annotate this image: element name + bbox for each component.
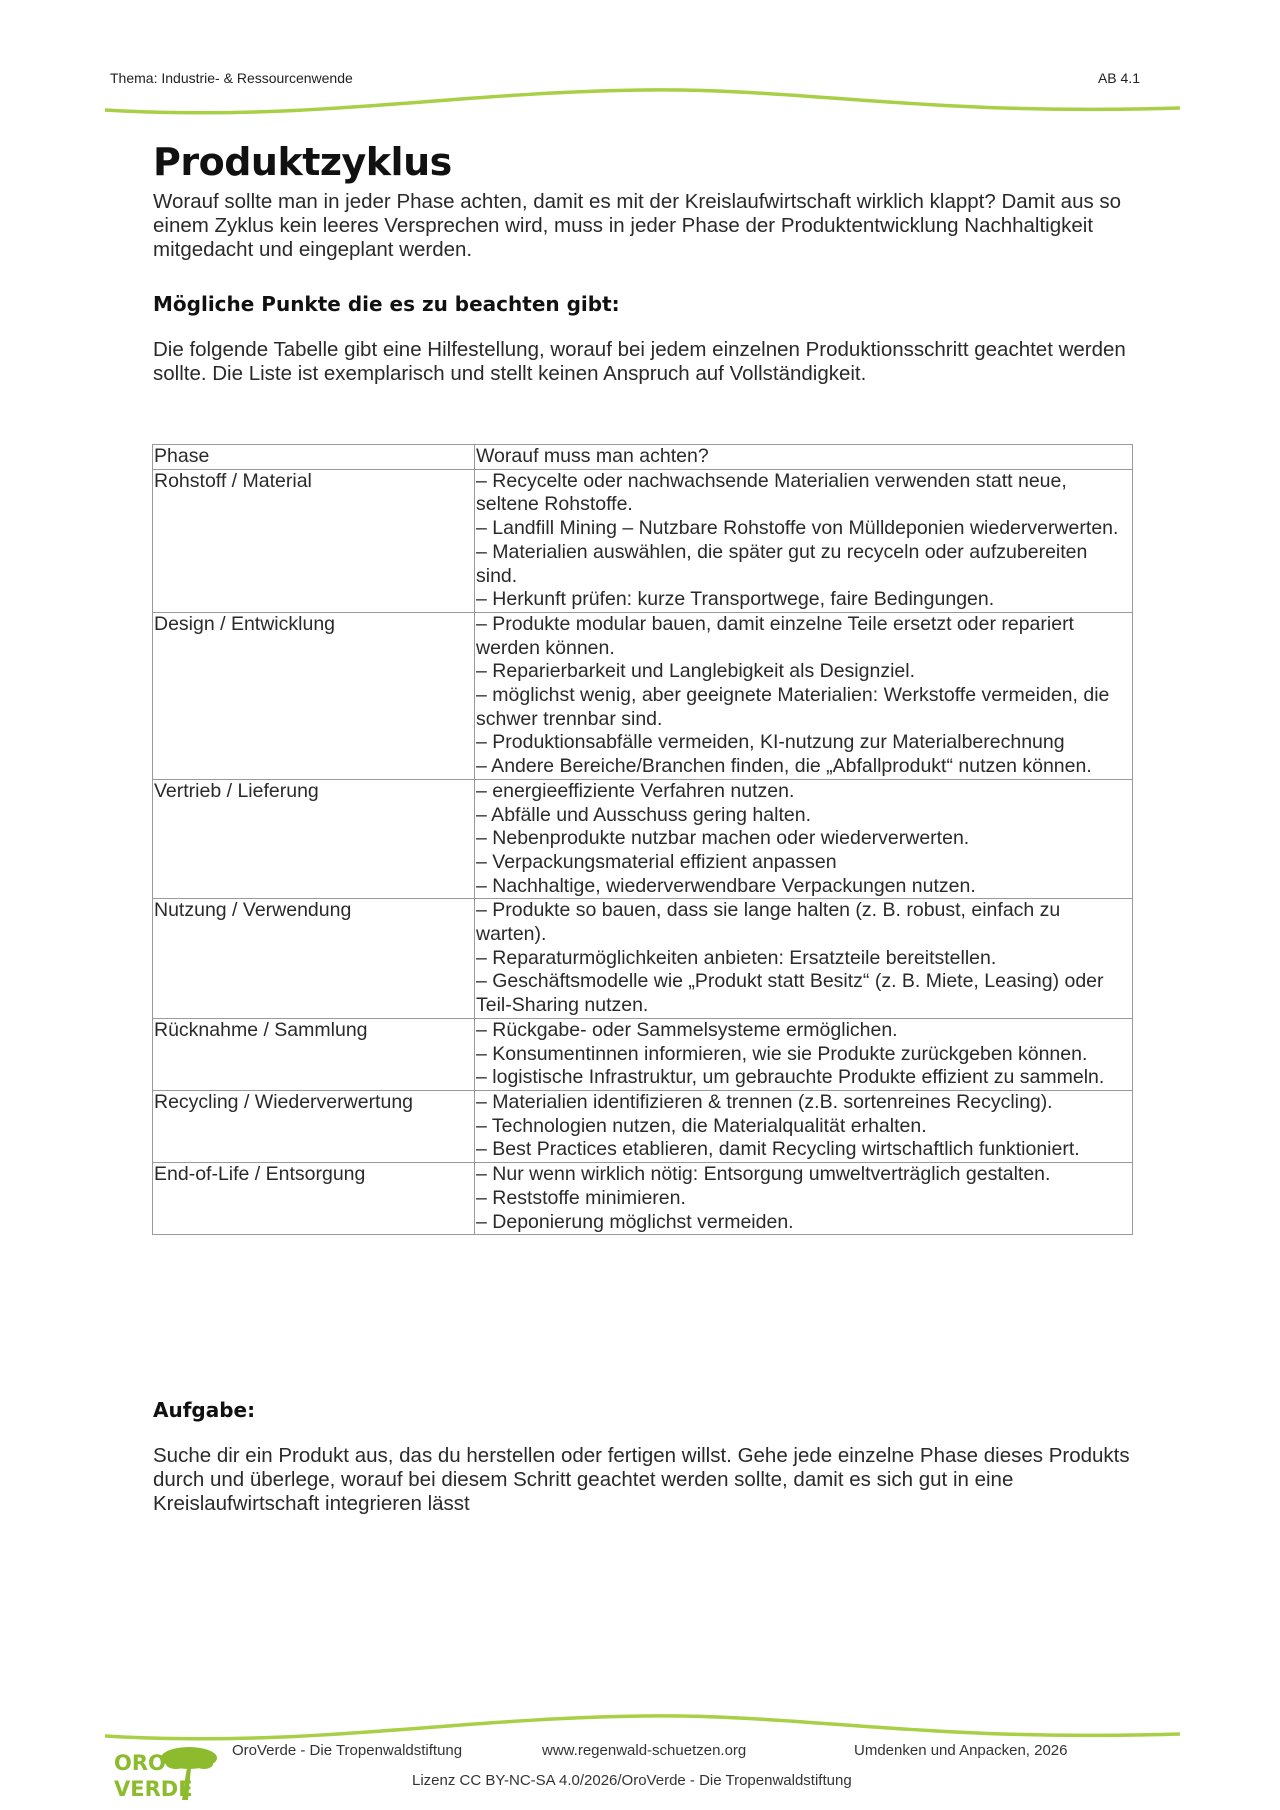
oroverde-logo bbox=[112, 1738, 222, 1804]
table-row bbox=[153, 899, 1133, 1019]
list-item: – Geschäftsmodelle wie „Produkt statt Besitz“ (z. B. Miete, Leasing) oder Teil-Sharing nutzen. bbox=[476, 970, 1104, 1017]
points-heading: Mögliche Punkte die es zu beachten gibt: bbox=[153, 291, 620, 316]
points-list bbox=[476, 1091, 1131, 1162]
list-item: – Reparierbarkeit und Langlebigkeit als Designziel. bbox=[476, 660, 916, 683]
intro-paragraph: Worauf sollte man in jeder Phase achten, damit es mit der Kreislaufwirtschaft wirklich klappt? Damit aus so einem Zyklus kein leeres Versprechen wird, muss in jeder Phase der Produktentwicklung Nachhaltigkeit mitgedacht und eingeplant werden. bbox=[153, 189, 1122, 261]
points-cell bbox=[475, 779, 1133, 899]
table-row bbox=[153, 1018, 1133, 1090]
table-row bbox=[153, 469, 1133, 612]
list-item: – Abfälle und Ausschuss gering halten. bbox=[476, 803, 811, 826]
list-item: – Herkunft prüfen: kurze Transportwege, faire Bedingungen. bbox=[476, 588, 995, 611]
list-item: – Andere Bereiche/Branchen finden, die „Abfallprodukt“ nutzen können. bbox=[476, 755, 1092, 778]
table-row bbox=[153, 779, 1133, 899]
phase-cell: Recycling / Wiederverwertung bbox=[153, 1090, 475, 1162]
phase-cell: Design / Entwicklung bbox=[153, 612, 475, 779]
list-item: – energieeffiziente Verfahren nutzen. bbox=[476, 779, 795, 802]
list-item: – Produkte so bauen, dass sie lange halten (z. B. robust, einfach zu warten). bbox=[476, 899, 1061, 946]
table-header-row bbox=[153, 445, 1133, 470]
points-cell bbox=[475, 899, 1133, 1019]
list-item: – logistische Infrastruktur, um gebrauchte Produkte effizient zu sammeln. bbox=[476, 1066, 1105, 1089]
phase-cell: Nutzung / Verwendung bbox=[153, 899, 475, 1019]
logo-text-oro: ORO bbox=[114, 1751, 166, 1775]
main-content bbox=[153, 140, 1133, 386]
list-item: – Materialien identifizieren & trennen (z.B. sortenreines Recycling). bbox=[476, 1090, 1053, 1113]
points-list bbox=[476, 613, 1131, 779]
footer-license: Lizenz CC BY-NC-SA 4.0/2026/OroVerde - Die Tropenwaldstiftung bbox=[412, 1772, 852, 1789]
list-item: – Deponierung möglichst vermeiden. bbox=[476, 1210, 794, 1233]
phase-cell: Rohstoff / Material bbox=[153, 469, 475, 612]
points-cell bbox=[475, 612, 1133, 779]
list-item: – Nebenprodukte nutzbar machen oder wiederverwerten. bbox=[476, 827, 970, 850]
list-item: – Rückgabe- oder Sammelsysteme ermöglichen. bbox=[476, 1018, 898, 1041]
table-intro-paragraph: Die folgende Tabelle gibt eine Hilfestellung, worauf bei jedem einzelnen Produktionsschritt geachtet werden sollte. Die Liste ist exemplarisch und stellt keinen Anspruch auf Vollständigkeit. bbox=[153, 337, 1126, 385]
list-item: – Reststoffe minimieren. bbox=[476, 1186, 686, 1209]
list-item: – Recycelte oder nachwachsende Materialien verwenden statt neue, seltene Rohstoffe. bbox=[476, 469, 1067, 516]
list-item: – Produkte modular bauen, damit einzelne Teile ersetzt oder repariert werden können. bbox=[476, 612, 1074, 659]
phase-cell: Vertrieb / Lieferung bbox=[153, 779, 475, 899]
list-item: – Verpackungsmaterial effizient anpassen bbox=[476, 850, 837, 873]
list-item: – Best Practices etablieren, damit Recycling wirtschaftlich funktioniert. bbox=[476, 1138, 1080, 1161]
table-row bbox=[153, 1163, 1133, 1235]
header-topic: Thema: Industrie- & Ressourcenwende bbox=[110, 70, 353, 86]
points-cell bbox=[475, 469, 1133, 612]
phase-cell: Rücknahme / Sammlung bbox=[153, 1018, 475, 1090]
table-header-points: Worauf muss man achten? bbox=[475, 445, 1133, 470]
footer-website-link[interactable]: www.regenwald-schuetzen.org bbox=[542, 1742, 747, 1759]
list-item: – Landfill Mining – Nutzbare Rohstoffe von Mülldeponien wiederverwerten. bbox=[476, 517, 1119, 540]
header-sheet-number: AB 4.1 bbox=[1097, 70, 1140, 86]
task-text: Suche dir ein Produkt aus, das du herstellen oder fertigen willst. Gehe jede einzelne Phase dieses Produkts durch und überlege, worauf bei diesem Schritt geachtet werden sollte, damit es sich gut in eine Kreislaufwirtschaft integrieren lässt bbox=[153, 1444, 1130, 1515]
footer-series-title: Umdenken und Anpacken, 2026 bbox=[854, 1742, 1068, 1759]
list-item: – Materialien auswählen, die später gut zu recyceln oder aufzubereiten sind. bbox=[476, 540, 1088, 587]
points-cell bbox=[475, 1018, 1133, 1090]
task-section bbox=[153, 1398, 1133, 1516]
points-cell bbox=[475, 1163, 1133, 1235]
list-item: – Nur wenn wirklich nötig: Entsorgung umweltverträglich gestalten. bbox=[476, 1163, 1051, 1186]
task-heading: Aufgabe: bbox=[153, 1398, 256, 1422]
list-item: – Konsumentinnen informieren, wie sie Produkte zurückgeben können. bbox=[476, 1042, 1088, 1065]
page-title: Produktzyklus bbox=[153, 140, 452, 184]
points-list bbox=[476, 899, 1131, 1018]
header-wave-divider bbox=[105, 82, 1180, 122]
points-list bbox=[476, 780, 1131, 899]
table-row bbox=[153, 612, 1133, 779]
table-header-phase: Phase bbox=[153, 445, 475, 470]
list-item: – möglichst wenig, aber geeignete Materialien: Werkstoffe vermeiden, die schwer trennbar sind. bbox=[476, 684, 1110, 730]
points-list bbox=[476, 1163, 1131, 1234]
points-cell bbox=[475, 1090, 1133, 1162]
list-item: – Reparaturmöglichkeiten anbieten: Ersatzteile bereitstellen. bbox=[476, 946, 997, 969]
table-row bbox=[153, 1090, 1133, 1162]
footer-organization: OroVerde - Die Tropenwaldstiftung bbox=[232, 1742, 463, 1759]
points-list bbox=[476, 470, 1131, 612]
list-item: – Produktionsabfälle vermeiden, KI-nutzung zur Materialberechnung bbox=[476, 731, 1065, 754]
phase-cell: End-of-Life / Entsorgung bbox=[153, 1163, 475, 1235]
logo-text-verde: VERDE bbox=[114, 1777, 193, 1801]
list-item: – Technologien nutzen, die Materialqualität erhalten. bbox=[476, 1114, 927, 1137]
points-list bbox=[476, 1019, 1131, 1090]
list-item: – Nachhaltige, wiederverwendbare Verpackungen nutzen. bbox=[476, 874, 976, 897]
phase-table bbox=[152, 444, 1133, 1235]
